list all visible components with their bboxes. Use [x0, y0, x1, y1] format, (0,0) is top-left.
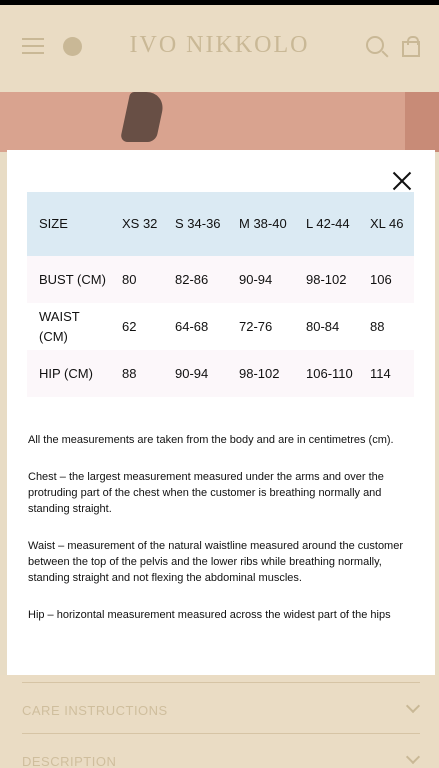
brand-logo[interactable]: IVO NIKKOLO	[129, 32, 310, 58]
table-cell: 72-76	[239, 318, 273, 334]
product-image-thumb	[405, 92, 439, 152]
table-cell: 90-94	[239, 271, 273, 287]
table-cell: 82-86	[175, 271, 209, 287]
table-row	[27, 303, 414, 350]
table-cell: 114	[370, 365, 391, 381]
table-header-cell: XL 46	[370, 216, 404, 231]
table-header-row	[27, 192, 414, 256]
table-row	[27, 256, 414, 303]
measurement-notes	[28, 432, 418, 644]
chevron-down-icon	[406, 750, 420, 764]
shopping-bag-icon[interactable]	[402, 41, 420, 57]
table-cell: 106	[370, 271, 392, 287]
accordion-description[interactable]	[22, 733, 420, 768]
table-cell: 98-102	[306, 271, 347, 287]
table-row	[27, 350, 414, 397]
table-cell: WAIST (CM)	[39, 308, 80, 344]
table-cell: 80	[122, 271, 137, 287]
note-paragraph: Chest – the largest measurement measured under the arms and over the protruding part of the chest when the customer is breathing normally and standing straight.	[28, 471, 384, 515]
accordion-label: CARE INSTRUCTIONS	[22, 703, 168, 718]
table-cell: 62	[122, 318, 137, 334]
shoe-image	[120, 92, 167, 142]
size-guide-modal	[7, 150, 435, 675]
product-image	[0, 92, 439, 152]
chevron-down-icon	[406, 699, 420, 713]
table-header-cell: M 38-40	[239, 216, 287, 231]
table-cell: 90-94	[175, 365, 209, 381]
table-header-cell: SIZE	[39, 216, 68, 231]
table-cell: 80-84	[306, 318, 340, 334]
table-cell: HIP (CM)	[39, 365, 93, 381]
table-cell: 106-110	[306, 365, 353, 381]
table-cell: BUST (CM)	[39, 271, 106, 287]
table-cell: 64-68	[175, 318, 209, 334]
table-header-cell: XS 32	[122, 216, 158, 231]
note-paragraph: All the measurements are taken from the body and are in centimetres (cm).	[28, 434, 394, 446]
accordion-label: DESCRIPTION	[22, 754, 117, 768]
close-icon[interactable]	[391, 170, 413, 192]
site-header	[0, 5, 439, 92]
table-cell: 98-102	[239, 365, 280, 381]
table-cell: 88	[370, 318, 385, 334]
product-details	[0, 675, 439, 768]
search-icon[interactable]	[366, 36, 384, 54]
table-cell: 88	[122, 365, 137, 381]
size-chart-table	[27, 192, 414, 397]
note-paragraph: Hip – horizontal measurement measured across the widest part of the hips	[28, 609, 391, 621]
accordion-care-instructions[interactable]	[22, 682, 420, 732]
table-header-cell: S 34-36	[175, 216, 221, 231]
table-header-cell: L 42-44	[306, 216, 350, 231]
note-paragraph: Waist – measurement of the natural waistline measured around the customer between the top of the pelvis and the lower ribs while breathing normally, standing straight and not flexing the abdominal muscles.	[28, 540, 403, 584]
